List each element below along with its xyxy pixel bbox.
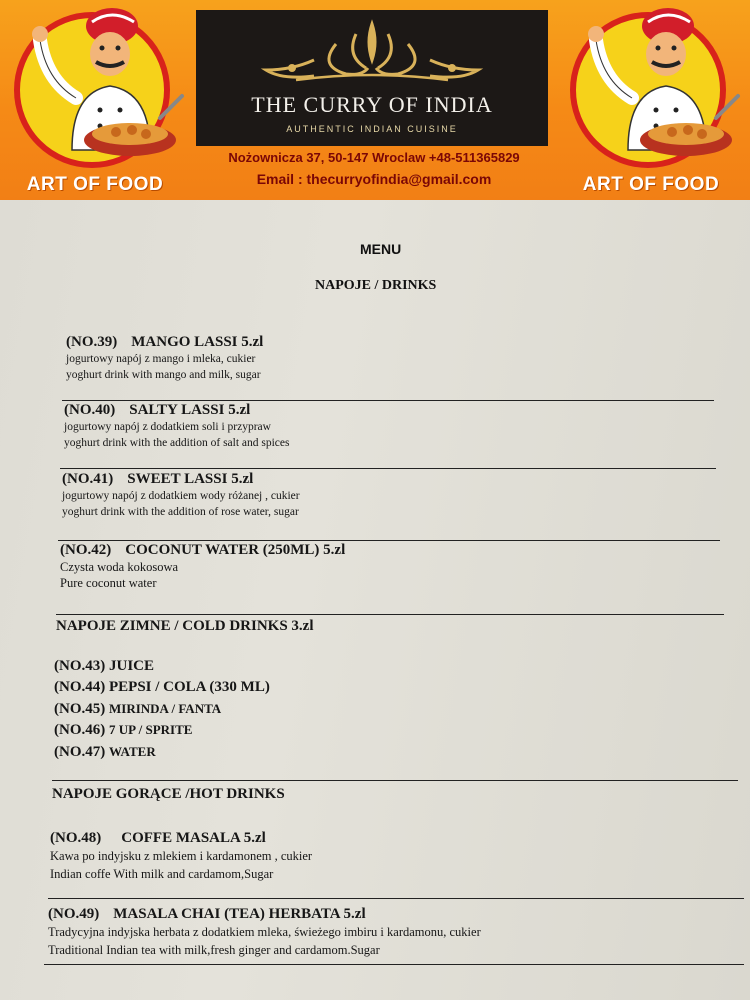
chef-illustration-icon bbox=[556, 0, 746, 175]
cold-item-43 bbox=[54, 658, 154, 675]
menu-item-heading bbox=[48, 906, 481, 923]
cold-item-44 bbox=[54, 679, 270, 696]
menu-item-heading bbox=[60, 542, 345, 559]
menu-item-48 bbox=[50, 830, 312, 883]
divider bbox=[58, 540, 720, 541]
item-name-price: SWEET LASSI 5.zl bbox=[127, 471, 254, 487]
item-description-en: Traditional Indian tea with milk,fresh ginger and cardamom.Sugar bbox=[48, 943, 380, 957]
divider bbox=[62, 400, 714, 401]
art-of-food-badge-right: ART OF FOOD bbox=[582, 174, 720, 195]
art-of-food-badge-left: ART OF FOOD bbox=[26, 174, 164, 195]
item-name: PEPSI / COLA (330 ML) bbox=[109, 679, 270, 695]
item-number: (NO.45) bbox=[54, 701, 106, 717]
item-description-pl: Kawa po indyjsku z mlekiem i kardamonem , cukier bbox=[50, 849, 313, 863]
drinks-section-title: NAPOJE / DRINKS bbox=[315, 278, 437, 293]
divider bbox=[48, 898, 744, 899]
menu-item-heading bbox=[50, 830, 312, 847]
chef-panel-left bbox=[0, 0, 190, 200]
item-description-pl: Czysta woda kokosowa bbox=[60, 560, 179, 574]
item-name: WATER bbox=[109, 744, 156, 759]
menu-item-heading bbox=[62, 471, 300, 488]
item-description-en: yoghurt drink with mango and milk, sugar bbox=[66, 369, 261, 381]
menu-paper bbox=[0, 200, 750, 1000]
contact-address: Nożownicza 37, 50-147 Wroclaw +48-511365829 bbox=[228, 150, 520, 165]
menu-item-42 bbox=[60, 542, 345, 591]
item-description-en: yoghurt drink with the addition of rose water, sugar bbox=[62, 506, 299, 518]
item-name-price: COCONUT WATER (250ML) 5.zl bbox=[125, 542, 346, 558]
restaurant-tagline: AUTHENTIC INDIAN CUISINE bbox=[286, 124, 458, 134]
divider bbox=[44, 964, 744, 965]
divider bbox=[52, 780, 738, 781]
item-description-pl: jogurtowy napój z dodatkiem soli i przypraw bbox=[64, 421, 271, 433]
header-banner bbox=[0, 0, 750, 200]
item-number: (NO.49) bbox=[48, 906, 100, 922]
restaurant-logo bbox=[196, 10, 548, 146]
item-number: (NO.43) bbox=[54, 658, 106, 674]
item-description-en: Pure coconut water bbox=[60, 576, 157, 590]
item-number: (NO.48) bbox=[50, 830, 102, 846]
divider bbox=[60, 468, 716, 469]
item-description-pl: jogurtowy napój z mango i mleka, cukier bbox=[66, 353, 256, 365]
cold-item-47 bbox=[54, 744, 156, 761]
item-number: (NO.39) bbox=[66, 334, 118, 350]
item-description-en: yoghurt drink with the addition of salt and spices bbox=[64, 437, 290, 449]
contact-email: Email : thecurryofindia@gmail.com bbox=[256, 171, 492, 187]
item-name-price: COFFE MASALA 5.zl bbox=[121, 830, 266, 846]
menu-title: MENU bbox=[360, 241, 402, 257]
cold-item-45 bbox=[54, 701, 221, 718]
item-name: MIRINDA / FANTA bbox=[109, 701, 222, 716]
item-number: (NO.41) bbox=[62, 471, 114, 487]
menu-item-heading bbox=[66, 334, 263, 351]
chef-illustration-icon bbox=[0, 0, 190, 175]
restaurant-name: THE CURRY OF INDIA bbox=[251, 92, 493, 117]
cold-drinks-title: NAPOJE ZIMNE / COLD DRINKS 3.zl bbox=[56, 618, 314, 634]
item-description-pl: Tradycyjna indyjska herbata z dodatkiem mleka, świeżego imbiru i kardamonu, cukier bbox=[48, 925, 481, 939]
menu-item-39 bbox=[66, 334, 263, 383]
item-description-pl: jogurtowy napój z dodatkiem wody różanej , cukier bbox=[62, 490, 300, 502]
item-description-en: Indian coffe With milk and cardamom,Sugar bbox=[50, 867, 274, 881]
divider bbox=[56, 614, 724, 615]
hot-drinks-title: NAPOJE GORĄCE /HOT DRINKS bbox=[52, 786, 285, 802]
item-name: JUICE bbox=[109, 658, 155, 674]
menu-item-heading bbox=[64, 402, 290, 419]
item-name-price: MANGO LASSI 5.zl bbox=[131, 334, 264, 350]
item-number: (NO.40) bbox=[64, 402, 116, 418]
item-name-price: SALTY LASSI 5.zl bbox=[129, 402, 251, 418]
menu-item-49 bbox=[48, 906, 481, 959]
ornament-logo-icon bbox=[196, 10, 548, 90]
item-name: 7 UP / SPRITE bbox=[109, 722, 193, 737]
item-name-price: MASALA CHAI (TEA) HERBATA 5.zl bbox=[113, 906, 366, 922]
item-number: (NO.44) bbox=[54, 679, 106, 695]
item-number: (NO.42) bbox=[60, 542, 112, 558]
cold-item-46 bbox=[54, 722, 192, 739]
item-number: (NO.46) bbox=[54, 722, 106, 738]
menu-item-40 bbox=[64, 402, 290, 451]
chef-panel-right bbox=[556, 0, 746, 200]
item-number: (NO.47) bbox=[54, 744, 106, 760]
menu-item-41 bbox=[62, 471, 300, 520]
